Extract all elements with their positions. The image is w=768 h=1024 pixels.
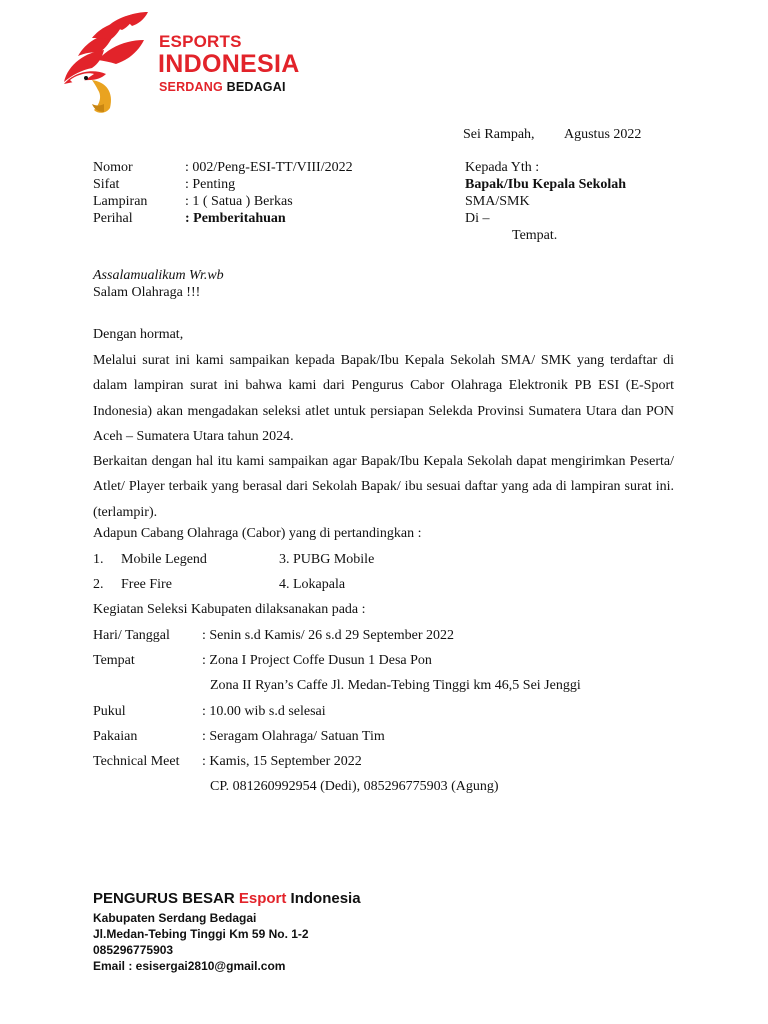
cabor-intro: Adapun Cabang Olahraga (Cabor) yang di pertandingkan : (93, 526, 422, 541)
garuda-eagle-logo-icon (58, 12, 158, 114)
footer-phone: 085296775903 (93, 943, 174, 957)
meta-label-sifat: Sifat (93, 177, 120, 192)
cabor-item-name-right: 4. Lokapala (279, 577, 346, 592)
meta-value-lampiran: : 1 ( Satua ) Berkas (185, 194, 293, 209)
schedule-label-tempat: Tempat (93, 653, 135, 668)
schedule-label-technical-meet: Technical Meet (93, 754, 180, 769)
footer-regency: Kabupaten Serdang Bedagai (93, 911, 257, 925)
schedule-value-pukul: : 10.00 wib s.d selesai (202, 704, 326, 719)
schedule-label-pakaian: Pakaian (93, 729, 138, 744)
meta-value-nomor: : 002/Peng-ESI-TT/VIII/2022 (185, 160, 353, 175)
recipient-line-3: SMA/SMK (465, 194, 530, 209)
meta-label-nomor: Nomor (93, 160, 133, 175)
logo-text-indonesia: INDONESIA (158, 50, 300, 78)
logo-region-red: SERDANG (159, 80, 223, 94)
footer-email: Email : esisergai2810@gmail.com (93, 959, 286, 973)
cabor-item-name: Free Fire (121, 577, 172, 592)
footer-org-suffix: Indonesia (290, 890, 361, 907)
recipient-line-2: Bapak/Ibu Kepala Sekolah (465, 177, 627, 192)
cabor-item-name-right: 3. PUBG Mobile (279, 552, 375, 567)
logo-text-esports: ESPORTS (159, 32, 242, 51)
footer-address: Jl.Medan-Tebing Tinggi Km 59 No. 1-2 (93, 927, 309, 941)
logo-region-black: BEDAGAI (226, 80, 286, 94)
footer-org-name (93, 890, 361, 907)
recipient-line-4: Di – (465, 211, 490, 226)
recipient-line-1: Kepada Yth : (465, 160, 540, 175)
schedule-value-pakaian: : Seragam Olahraga/ Satuan Tim (202, 729, 385, 744)
meta-value-perihal: : Pemberitahuan (185, 211, 286, 226)
meta-value-sifat: : Penting (185, 177, 236, 192)
greeting-olahraga: Salam Olahraga !!! (93, 285, 201, 300)
cabor-item-number: 1. (93, 552, 104, 567)
letter-date: Agustus 2022 (564, 127, 642, 142)
footer-org-prefix: PENGURUS BESAR (93, 890, 235, 907)
schedule-value-hari: : Senin s.d Kamis/ 26 s.d 29 September 2022 (202, 628, 454, 643)
letter-place: Sei Rampah, (463, 127, 535, 142)
meta-label-lampiran: Lampiran (93, 194, 148, 209)
body-paragraph-1: Melalui surat ini kami sampaikan kepada Bapak/Ibu Kepala Sekolah SMA/ SMK yang terdaftar di dalam lampiran surat ini bahwa kami dari Pengurus Cabor Olahraga Elektronik PB ESI (E-Sport Indonesia) akan mengadakan seleksi atlet untuk persiapan Selekda Provinsi Sumatera Utara dan PON Aceh – Sumatera Utara tahun 2024. (93, 353, 674, 444)
greeting-salam: Assalamualikum Wr.wb (93, 268, 224, 283)
cabor-item-number: 2. (93, 577, 104, 592)
logo-text-region (159, 80, 286, 94)
schedule-intro: Kegiatan Seleksi Kabupaten dilaksanakan pada : (93, 602, 366, 617)
meta-label-perihal: Perihal (93, 211, 133, 226)
schedule-value-tempat-2: Zona II Ryan’s Caffe Jl. Medan-Tebing Tinggi km 46,5 Sei Jenggi (210, 678, 581, 693)
contact-person: CP. 081260992954 (Dedi), 085296775903 (Agung) (210, 779, 499, 794)
body-paragraph-2: Berkaitan dengan hal itu kami sampaikan agar Bapak/Ibu Kepala Sekolah dapat mengirimkan Peserta/ Atlet/ Player terbaik yang berasal dari Sekolah Bapak/ ibu sesuai daftar yang ada di lampiran surat ini. (terlampir). (93, 454, 674, 520)
opening-salutation: Dengan hormat, (93, 327, 184, 342)
schedule-value-tempat: : Zona I Project Coffe Dusun 1 Desa Pon (202, 653, 432, 668)
cabor-item-name: Mobile Legend (121, 552, 207, 567)
footer-org-red: Esport (238, 890, 287, 907)
schedule-label-pukul: Pukul (93, 704, 126, 719)
schedule-label-hari: Hari/ Tanggal (93, 628, 170, 643)
recipient-line-5: Tempat. (512, 228, 558, 243)
schedule-value-technical-meet: : Kamis, 15 September 2022 (202, 754, 362, 769)
